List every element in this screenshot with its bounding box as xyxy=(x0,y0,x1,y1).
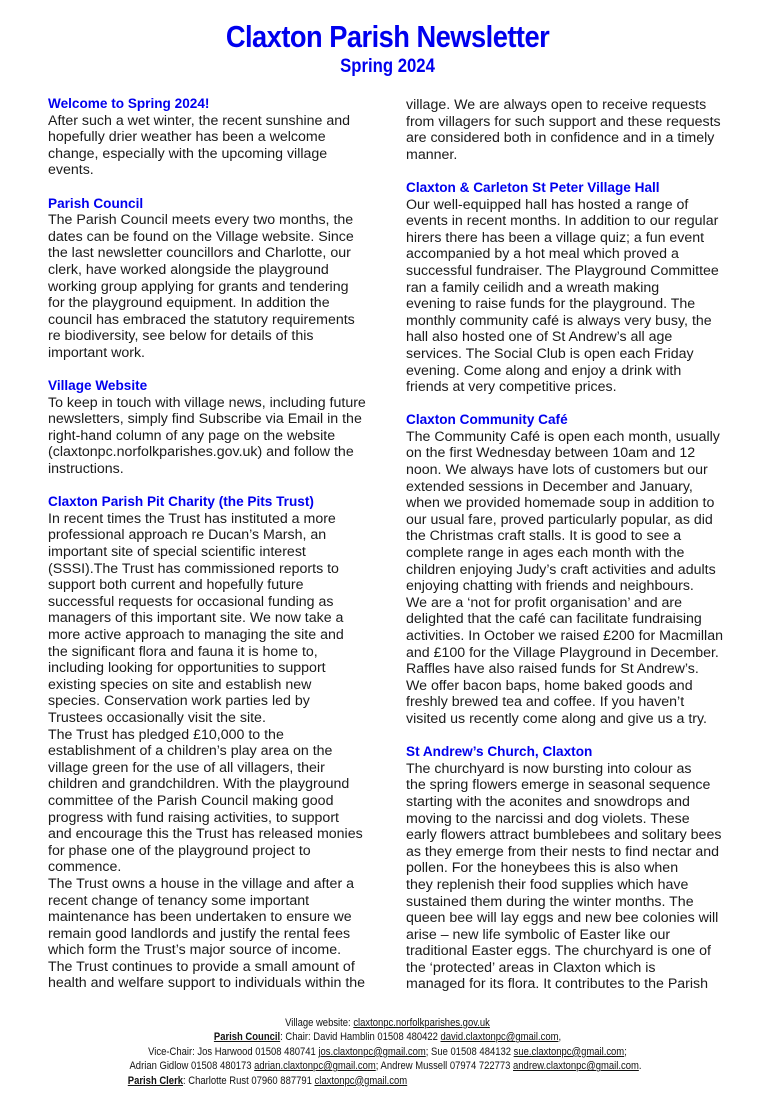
clerk-text: : Charlotte Rust 07960 887791 xyxy=(183,1074,315,1087)
website-link[interactable]: claxtonpc.norfolkparishes.gov.uk xyxy=(353,1017,490,1029)
text-line: hirers there has been a village quiz; a fun event xyxy=(406,229,705,246)
text-line: managed for its flora. It contributes to the Parish xyxy=(406,976,709,993)
punctuation: . xyxy=(638,1060,642,1073)
text-line: our usual fare, proved particularly popular, as did xyxy=(406,511,713,528)
andrew-email-link[interactable]: andrew.claxtonpc@gmail.com xyxy=(513,1060,639,1073)
text-line: support both current and hopefully future xyxy=(48,577,304,594)
text-line: they replenish their food supplies which have xyxy=(406,876,689,893)
text-line: change, especially with the upcoming village xyxy=(48,145,328,162)
text-line: the ‘protected’ areas in Claxton which is xyxy=(406,959,656,976)
footer-website-line xyxy=(54,1016,721,1030)
footer-vice-chair-line xyxy=(54,1045,721,1059)
andrew-text: ; Andrew Mussell 07974 722773 xyxy=(375,1060,514,1073)
section-parish-council xyxy=(48,196,378,362)
text-line: queen bee will lay eggs and new bee colonies will xyxy=(406,910,719,927)
text-line: establishment of a children’s play area on the xyxy=(48,743,333,760)
text-line: which form the Trust’s major source of income. xyxy=(48,942,342,959)
section-body xyxy=(406,197,746,396)
text-line: species. Conservation work parties led by xyxy=(48,693,310,710)
newsletter-subtitle: Spring 2024 xyxy=(340,56,435,77)
text-line: the last newsletter councillors and Charlotte, our xyxy=(48,245,351,262)
text-line: events in recent months. In addition to our regular xyxy=(406,213,719,230)
section-heading: Village Website xyxy=(48,378,148,394)
text-line: maintenance has been undertaken to ensure we xyxy=(48,909,352,926)
punctuation: , xyxy=(558,1031,562,1044)
sue-text: ; Sue 01508 484132 xyxy=(425,1045,514,1058)
text-line: hall also hosted one of St Andrew’s all age xyxy=(406,329,673,346)
text-line: starting with the aconites and snowdrops and xyxy=(406,793,690,810)
footer-clerk-line xyxy=(0,1074,601,1088)
section-body xyxy=(48,511,378,992)
text-line: re biodiversity, see below for details of this xyxy=(48,328,314,345)
text-line: recent change of tenancy some important xyxy=(48,892,310,909)
section-body xyxy=(406,761,746,993)
chair-text: : Chair: David Hamblin 01508 480422 xyxy=(280,1031,441,1044)
text-line: extended sessions in December and January, xyxy=(406,478,693,495)
text-line: services. The Social Club is open each Friday xyxy=(406,345,694,362)
section-heading: Parish Council xyxy=(48,195,144,211)
text-line: important work. xyxy=(48,344,145,361)
text-line: clerk, have worked alongside the playground xyxy=(48,261,329,278)
text-line: The Trust has pledged £10,000 to the xyxy=(48,726,284,743)
text-line: monthly community café is always very busy, the xyxy=(406,312,712,329)
footer-councillors-line xyxy=(52,1059,719,1073)
text-line: existing species on site and establish new xyxy=(48,676,312,693)
sue-email-link[interactable]: sue.claxtonpc@gmail.com xyxy=(513,1045,625,1058)
text-line: pollen. For the honeybees this is also when xyxy=(406,860,679,877)
text-line: We are a ‘not for profit organisation’ and are xyxy=(406,594,683,611)
text-line: early flowers attract bumblebees and solitary bees xyxy=(406,827,722,844)
text-line: We offer bacon baps, home baked goods and xyxy=(406,677,693,694)
text-line: when we provided homemade soup in addition to xyxy=(406,495,715,512)
website-label: Village website: xyxy=(285,1017,354,1029)
text-line: noon. We always have lots of customers but our xyxy=(406,462,708,479)
text-line: instructions. xyxy=(48,461,124,478)
text-line: freshly brewed tea and coffee. If you haven’t xyxy=(406,694,685,711)
text-line: delighted that the café can facilitate fundraising xyxy=(406,611,702,628)
text-line: remain good landlords and justify the rental fees xyxy=(48,925,351,942)
text-line: sustained them during the winter months. The xyxy=(406,893,694,910)
left-column xyxy=(48,96,378,992)
text-line: working group applying for grants and tendering xyxy=(48,278,349,295)
text-line: The Community Café is open each month, usually xyxy=(406,428,720,445)
punctuation: ; xyxy=(624,1045,627,1058)
text-line: the Christmas craft stalls. It is good to see a xyxy=(406,528,682,545)
section-pits-trust xyxy=(48,494,378,992)
text-line: (SSSI).The Trust has commissioned reports to xyxy=(48,560,339,577)
text-line: for phase one of the playground project to xyxy=(48,842,311,859)
text-line: right-hand column of any page on the website xyxy=(48,427,336,444)
section-pits-trust-continued xyxy=(406,97,746,163)
section-community-cafe xyxy=(406,412,746,727)
text-line: and encourage this the Trust has released monies xyxy=(48,826,363,843)
section-heading: St Andrew’s Church, Claxton xyxy=(406,744,593,760)
text-line: evening. Come along and enjoy a drink with xyxy=(406,362,682,379)
text-line: committee of the Parish Council making good xyxy=(48,792,334,809)
text-line: The Parish Council meets every two months, the xyxy=(48,212,354,229)
section-heading: Claxton Community Café xyxy=(406,412,568,428)
section-body xyxy=(48,113,378,179)
text-line: from villagers for such support and these requests xyxy=(406,113,721,130)
text-line: The Trust owns a house in the village and after a xyxy=(48,875,355,892)
text-line: council has embraced the statutory requirements xyxy=(48,311,355,328)
text-line: arise – new life symbolic of Easter like our xyxy=(406,926,671,943)
section-welcome xyxy=(48,96,378,179)
text-line: events. xyxy=(48,162,94,179)
text-line: (claxtonpc.norfolkparishes.gov.uk) and follow the xyxy=(48,444,354,461)
text-line: village. We are always open to receive requests xyxy=(406,97,707,113)
text-line: activities. In October we raised £200 for Macmillan xyxy=(406,628,723,644)
vice-chair-email-link[interactable]: jos.claxtonpc@gmail.com xyxy=(318,1045,426,1058)
text-line: manner. xyxy=(406,146,458,163)
section-village-hall xyxy=(406,180,746,396)
chair-email-link[interactable]: david.claxtonpc@gmail.com xyxy=(440,1031,559,1044)
text-line: After such a wet winter, the recent sunshine and xyxy=(48,112,351,129)
text-line: complete range in ages each month with the xyxy=(406,545,685,562)
text-line: ran a family ceilidh and a wreath making xyxy=(406,279,660,296)
text-line: commence. xyxy=(48,859,122,876)
text-line: In recent times the Trust has instituted a more xyxy=(48,510,336,527)
section-village-website xyxy=(48,378,378,478)
newsletter-title: Claxton Parish Newsletter xyxy=(225,19,550,54)
adrian-email-link[interactable]: adrian.claxtonpc@gmail.com xyxy=(254,1060,376,1073)
text-line: hopefully drier weather has been a welcome xyxy=(48,129,326,146)
section-heading: Claxton Parish Pit Charity (the Pits Trust) xyxy=(48,494,314,510)
text-line: enjoying chatting with friends and neighbours. xyxy=(406,578,694,595)
right-column xyxy=(406,97,746,993)
text-line: for the playground equipment. In addition the xyxy=(48,295,330,312)
section-body xyxy=(48,212,378,361)
parish-council-label: Parish Council xyxy=(213,1031,281,1044)
text-line: moving to the narcissi and dog violets. These xyxy=(406,810,690,827)
text-line: as they emerge from their nests to find nectar and xyxy=(406,843,720,860)
vice-chair-text: Vice-Chair: Jos Harwood 01508 480741 xyxy=(148,1045,319,1058)
text-line: accompanied by a hot meal which proved a xyxy=(406,246,679,263)
adrian-text: Adrian Gidlow 01508 480173 xyxy=(129,1060,255,1073)
text-line: the spring flowers emerge in seasonal sequence xyxy=(406,777,711,794)
text-line: The Trust continues to provide a small amount of xyxy=(48,958,355,975)
text-line: health and welfare support to individuals within the xyxy=(48,975,366,992)
text-line: traditional Easter eggs. The churchyard is one of xyxy=(406,943,711,960)
text-line: including looking for opportunities to support xyxy=(48,660,326,677)
text-line: The churchyard is now bursting into colour as xyxy=(406,760,692,777)
section-body xyxy=(48,395,378,478)
text-line: important site of special scientific interest xyxy=(48,544,306,561)
clerk-email-link[interactable]: claxtonpc@gmail.com xyxy=(314,1074,408,1087)
section-body xyxy=(406,97,746,163)
section-st-andrews xyxy=(406,744,746,993)
parish-clerk-label: Parish Clerk xyxy=(127,1074,184,1087)
text-line: dates can be found on the Village website. Since xyxy=(48,228,354,245)
text-line: managers of this important site. We now take a xyxy=(48,610,344,627)
text-line: evening to raise funds for the playground. The xyxy=(406,296,696,313)
section-heading: Welcome to Spring 2024! xyxy=(48,96,210,111)
text-line: on the first Wednesday between 10am and 12 xyxy=(406,445,696,462)
text-line: more active approach to managing the site and xyxy=(48,627,344,643)
text-line: successful fundraiser. The Playground Committee xyxy=(406,262,719,279)
text-line: Our well-equipped hall has hosted a range of xyxy=(406,196,689,213)
text-line: professional approach re Ducan’s Marsh, an xyxy=(48,527,327,544)
text-line: newsletters, simply find Subscribe via Email in the xyxy=(48,411,362,428)
section-body xyxy=(406,429,746,728)
text-line: To keep in touch with village news, including future xyxy=(48,394,366,411)
text-line: children enjoying Judy’s craft activities and adults xyxy=(406,561,716,578)
text-line: successful requests for occasional funding as xyxy=(48,593,334,610)
text-line: friends at very competitive prices. xyxy=(406,379,617,396)
text-line: Trustees occasionally visit the site. xyxy=(48,709,266,726)
text-line: the significant flora and fauna it is home to, xyxy=(48,643,318,660)
section-heading: Claxton & Carleton St Peter Village Hall xyxy=(406,179,660,195)
text-line: are considered both in confidence and in a timely xyxy=(406,130,715,147)
footer-council-line xyxy=(54,1030,721,1044)
text-line: visited us recently come along and give us a try. xyxy=(406,710,707,727)
text-line: and £100 for the Village Playground in December. xyxy=(406,644,719,661)
text-line: children and grandchildren. With the playground xyxy=(48,776,350,793)
text-line: Raffles have also raised funds for St Andrew’s. xyxy=(406,661,699,678)
text-line: progress with fund raising activities, to support xyxy=(48,809,339,826)
text-line: village green for the use of all villagers, their xyxy=(48,759,325,776)
contact-footer xyxy=(0,1016,775,1088)
